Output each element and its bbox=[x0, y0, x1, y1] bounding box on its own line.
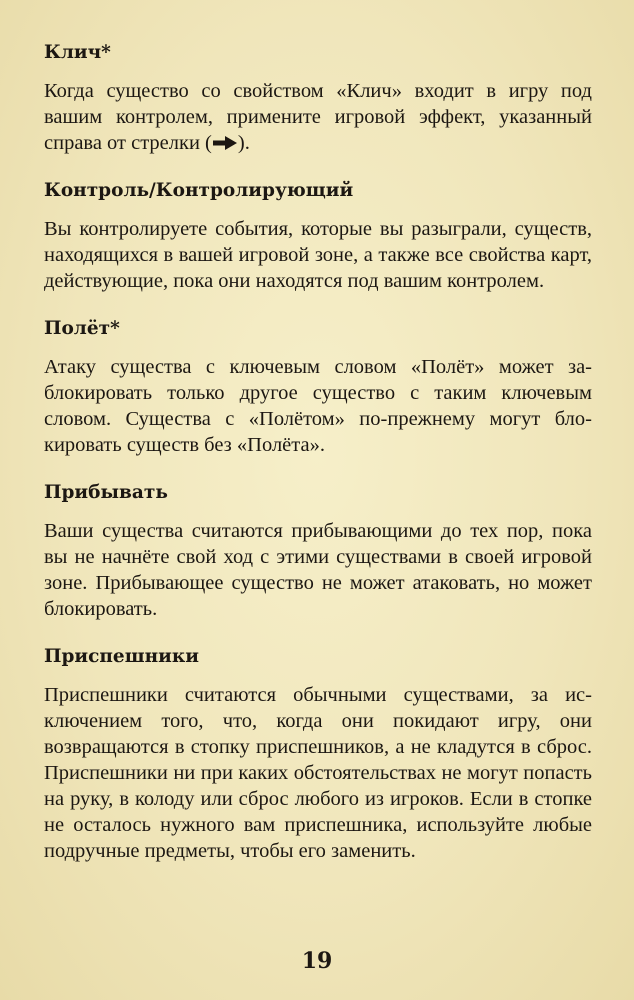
section-heading: Клич* bbox=[44, 42, 111, 63]
rules-page bbox=[44, 38, 592, 884]
section-battlecry bbox=[44, 38, 592, 156]
section-body: Ваши существа считаются прибывающими до тех пор, пока вы не начнёте свой ход с этими существами в своей игровой зоне. Прибывающее существо не может атаковать, но может блокировать. bbox=[44, 520, 592, 620]
section-body: Приспешники считаются обычными существами, за исключением того, что, когда они покидают игру, они возвращаются в стопку приспешников, а не кладутся в сброс. Приспешники ни при каких обстоятельствах не могут попасть на руку, в колоду или сброс любого из игроков. Если в стопке не осталось нужного вам приспешника, используйте любые подручные предметы, чтобы его заменить. bbox=[44, 684, 592, 862]
section-heading: Приспешники bbox=[44, 646, 199, 667]
section-body: Атаку существа с ключевым словом «Полёт» может заблокировать только другое существо с таким ключевым словом. Существа с «Полётом» по-прежнему могут блокировать существ без «Полёта». bbox=[44, 356, 592, 456]
body-text-part: Когда существо со свойством «Клич» входит в игру под вашим контролем, примените игровой эффект, указанный справа от стрелки ( bbox=[44, 80, 592, 154]
right-arrow-icon bbox=[212, 135, 238, 151]
section-control bbox=[44, 176, 592, 294]
section-heading: Прибывать bbox=[44, 482, 168, 503]
section-minions bbox=[44, 642, 592, 864]
body-text-part: ). bbox=[237, 132, 250, 154]
section-heading: Полёт* bbox=[44, 318, 120, 339]
section-heading: Контроль/Контролирующий bbox=[44, 180, 354, 201]
section-flying bbox=[44, 314, 592, 458]
section-body: Вы контролируете события, которые вы разыграли, существ, находящихся в вашей игровой зоне, а также все свойства карт, действующие, пока они находятся под вашим контролем. bbox=[44, 218, 592, 292]
section-body bbox=[44, 78, 592, 156]
section-arriving bbox=[44, 478, 592, 622]
page-number: 19 bbox=[301, 948, 333, 974]
